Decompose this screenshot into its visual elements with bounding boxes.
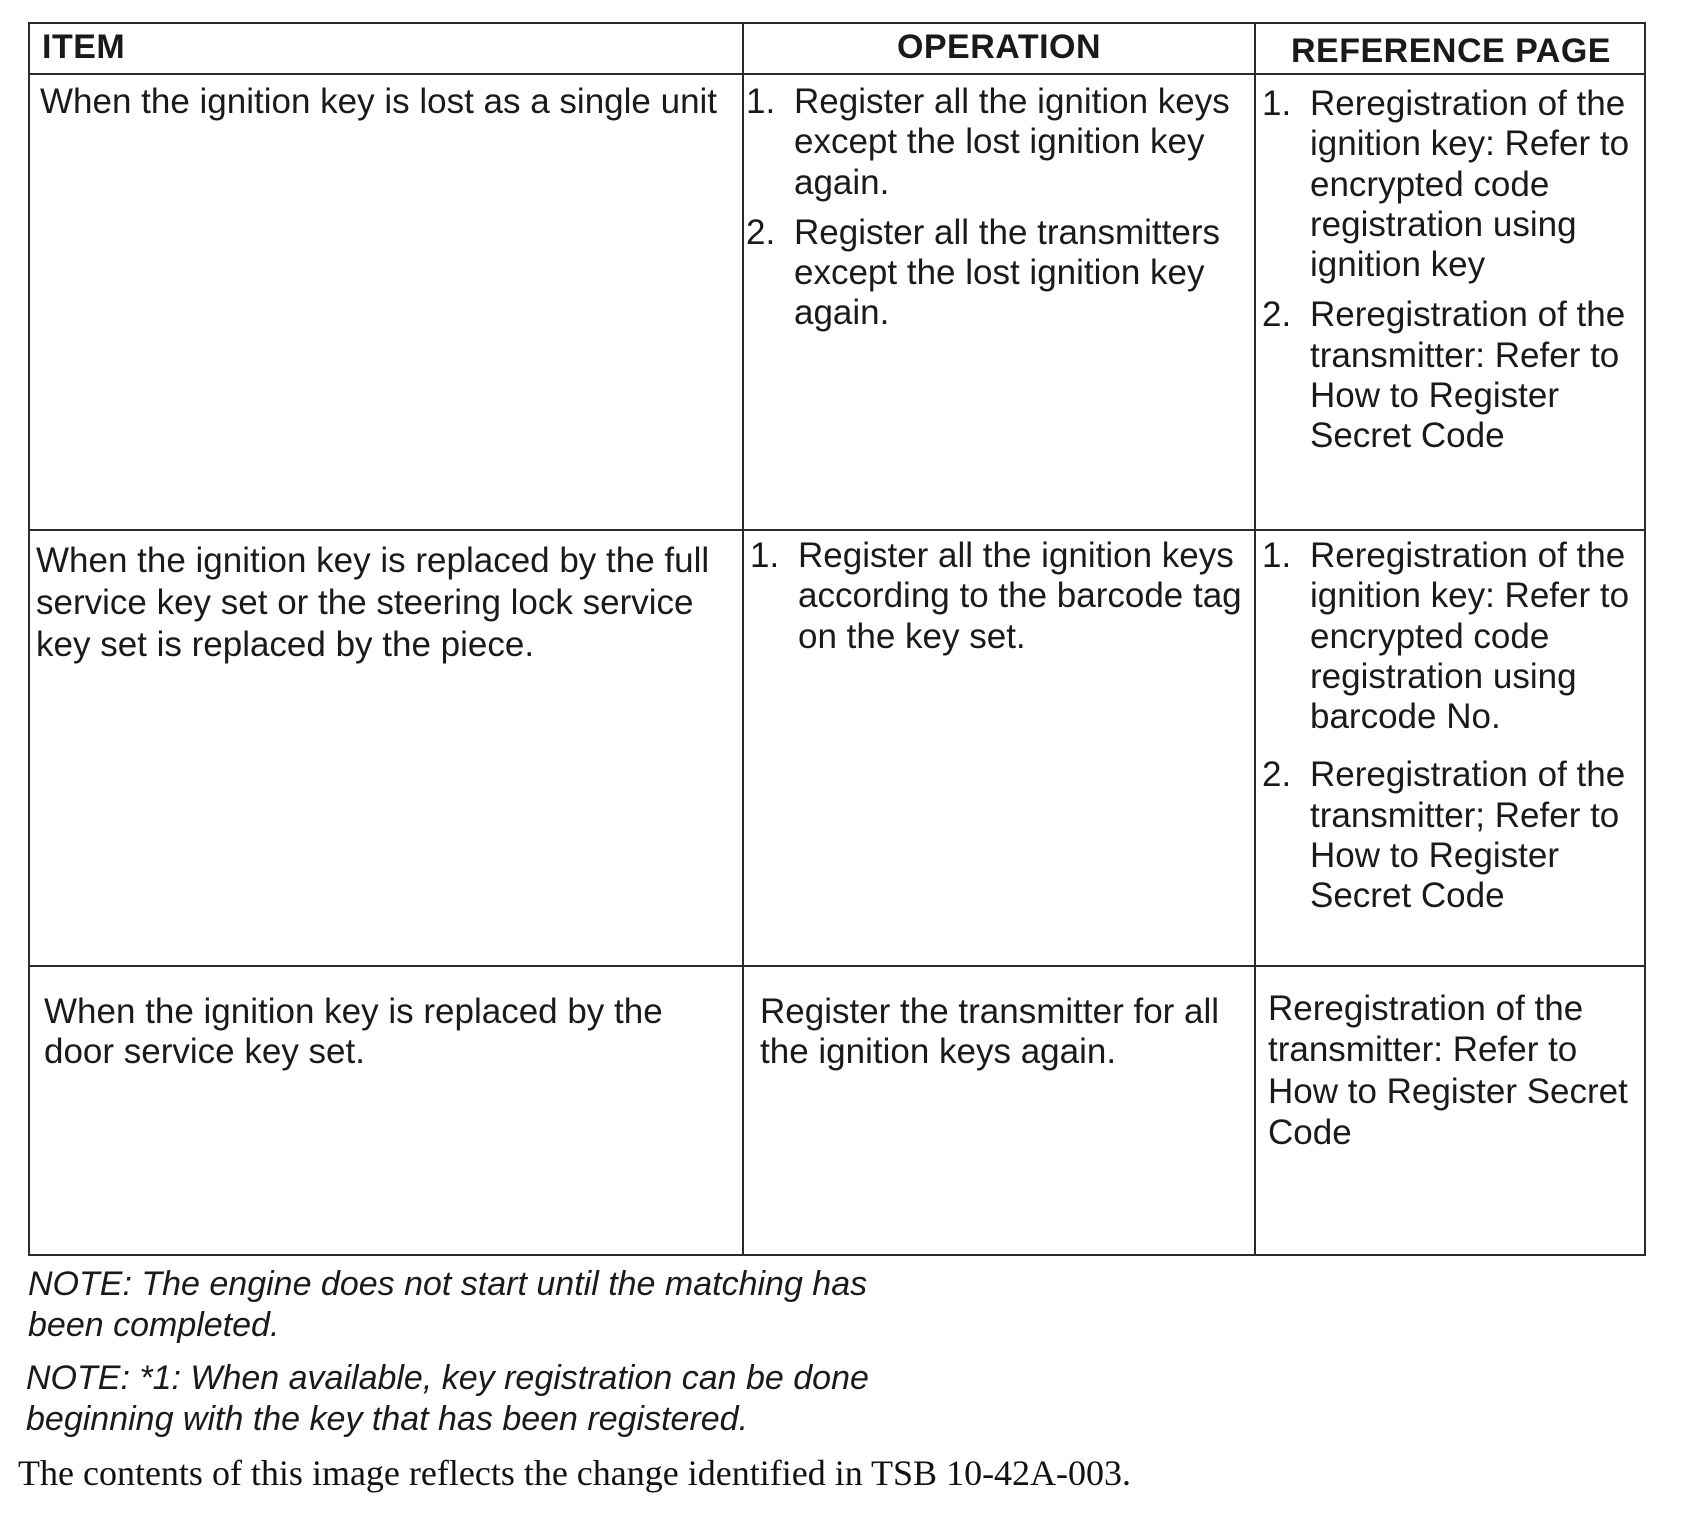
step-number: 1. <box>1262 536 1292 575</box>
note-key-registration: NOTE: *1: When available, key registration can be done beginning with the key that has been registered. <box>26 1359 869 1439</box>
row3-reference: Reregistration of the transmitter: Refer to How to Register Secret Code <box>1268 989 1628 1152</box>
row2-operation <box>750 536 1252 667</box>
operation-step <box>746 82 1251 203</box>
step-text: Register all the ignition keys according to the barcode tag on the key set. <box>798 536 1242 656</box>
column-divider <box>742 24 744 1254</box>
reference-step <box>1262 536 1644 737</box>
row1-reference <box>1262 84 1644 466</box>
row2-item: When the ignition key is replaced by the full service key set or the steering lock service key set is replaced by the piece. <box>36 541 710 664</box>
step-number: 2. <box>1262 295 1292 335</box>
step-text: Reregistration of the ignition key: Refer to encrypted code registration using barcode No. <box>1310 536 1630 736</box>
reference-step <box>1262 295 1644 456</box>
header-reference-page: REFERENCE PAGE <box>1291 32 1611 70</box>
row-divider <box>30 73 1644 75</box>
operation-step <box>746 213 1251 334</box>
row3-item: When the ignition key is replaced by the door service key set. <box>44 992 663 1072</box>
step-text: Register all the ignition keys except the lost ignition key again. <box>794 82 1230 202</box>
step-number: 2. <box>746 212 776 252</box>
row1-item: When the ignition key is lost as a single unit <box>40 82 718 121</box>
step-text: Reregistration of the transmitter; Refer to How to Register Secret Code <box>1310 755 1626 915</box>
step-text: Reregistration of the transmitter: Refer to How to Register Secret Code <box>1310 295 1626 455</box>
step-number: 1. <box>750 536 780 575</box>
tsb-footer: The contents of this image reflects the change identified in TSB 10-42A-003. <box>18 1453 1132 1493</box>
row-divider <box>30 529 1644 531</box>
row-divider <box>30 965 1644 967</box>
header-operation: OPERATION <box>896 28 1102 66</box>
reference-step <box>1262 755 1644 916</box>
procedure-table <box>28 22 1646 1256</box>
column-divider <box>1254 24 1256 1254</box>
note-matching: NOTE: The engine does not start until the matching has been completed. <box>28 1265 868 1345</box>
step-text: Register all the transmitters except the lost ignition key again. <box>794 212 1220 333</box>
row1-operation <box>746 82 1251 344</box>
operation-step <box>750 536 1252 657</box>
reference-step <box>1262 84 1644 285</box>
header-item: ITEM <box>42 28 126 66</box>
step-number: 1. <box>1262 84 1292 123</box>
row3-operation: Register the transmitter for all the ignition keys again. <box>760 992 1220 1072</box>
step-text: Reregistration of the ignition key: Refer to encrypted code registration using ignition key <box>1310 84 1630 284</box>
step-number: 2. <box>1262 755 1292 795</box>
row2-reference <box>1262 536 1644 926</box>
step-number: 1. <box>746 82 776 121</box>
